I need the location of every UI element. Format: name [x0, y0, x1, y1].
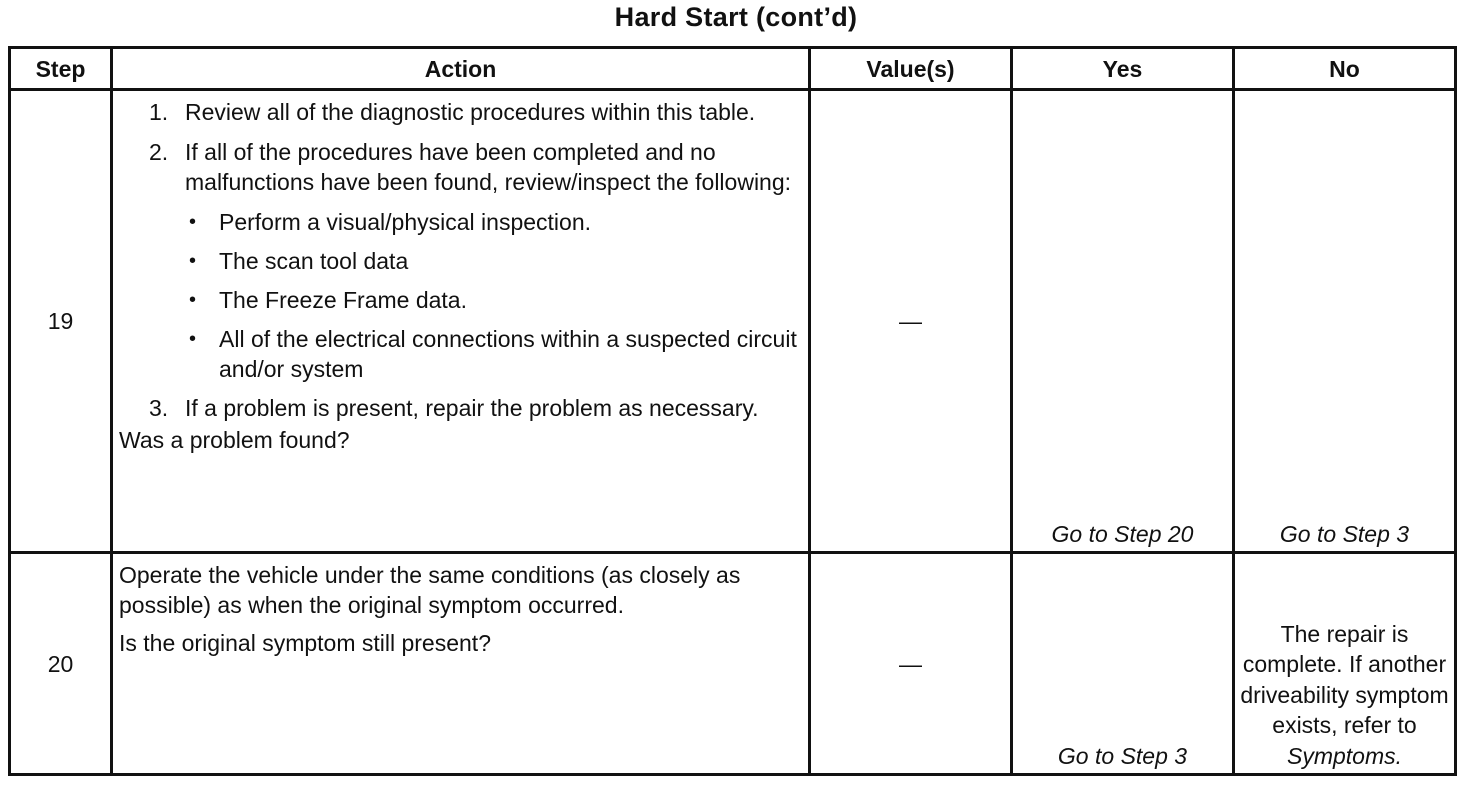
bullet-text: The Freeze Frame data.: [219, 287, 467, 313]
bullet-icon: •: [189, 289, 197, 311]
item-number: 3.: [149, 395, 169, 421]
header-no: No: [1234, 48, 1456, 90]
bullet-item: [119, 207, 802, 237]
bullet-icon: •: [189, 211, 197, 233]
header-step: Step: [10, 48, 112, 90]
bullet-text: The scan tool data: [219, 248, 409, 274]
table-row-step-19: [10, 90, 1456, 553]
diagnostic-table: [8, 46, 1457, 776]
numbered-item: [119, 393, 802, 423]
symptoms-reference: Symptoms.: [1286, 742, 1403, 769]
value-cell: —: [810, 90, 1012, 553]
no-cell: Go to Step 3: [1234, 90, 1456, 553]
header-row: [10, 48, 1456, 90]
item-text: If all of the procedures have been completed and no malfunctions have been found, review/inspect the following:: [185, 139, 792, 195]
action-cell: [112, 90, 810, 553]
step-number: 20: [10, 553, 112, 775]
yes-cell: Go to Step 20: [1012, 90, 1234, 553]
value-cell: —: [810, 553, 1012, 775]
bullet-icon: •: [189, 250, 197, 272]
numbered-item: [119, 97, 802, 127]
bullet-item: [119, 285, 802, 315]
table-row-step-20: [10, 553, 1456, 775]
question-text: Was a problem found?: [119, 427, 350, 453]
yes-cell: Go to Step 3: [1012, 553, 1234, 775]
item-text: If a problem is present, repair the problem as necessary.: [185, 395, 759, 421]
question-text: Is the original symptom still present?: [119, 630, 491, 656]
bullet-text: Perform a visual/physical inspection.: [219, 209, 591, 235]
action-cell: [112, 553, 810, 775]
item-number: 1.: [149, 99, 169, 125]
no-cell: [1234, 553, 1456, 775]
bullet-item: [119, 246, 802, 276]
bullet-item: [119, 324, 802, 384]
bullet-icon: •: [189, 328, 197, 350]
page-title: Hard Start (cont’d): [614, 2, 858, 32]
no-result-text: The repair is complete. If another driveability symptom exists, refer to: [1240, 620, 1449, 738]
bullet-text: All of the electrical connections within a suspected circuit and/or system: [219, 326, 797, 382]
header-yes: Yes: [1012, 48, 1234, 90]
header-values: Value(s): [810, 48, 1012, 90]
item-text: Review all of the diagnostic procedures within this table.: [185, 99, 756, 125]
step-number: 19: [10, 90, 112, 553]
numbered-item: [119, 137, 802, 197]
action-text: Operate the vehicle under the same conditions (as closely as possible) as when the original symptom occurred.: [119, 562, 741, 618]
item-number: 2.: [149, 139, 169, 165]
header-action: Action: [112, 48, 810, 90]
